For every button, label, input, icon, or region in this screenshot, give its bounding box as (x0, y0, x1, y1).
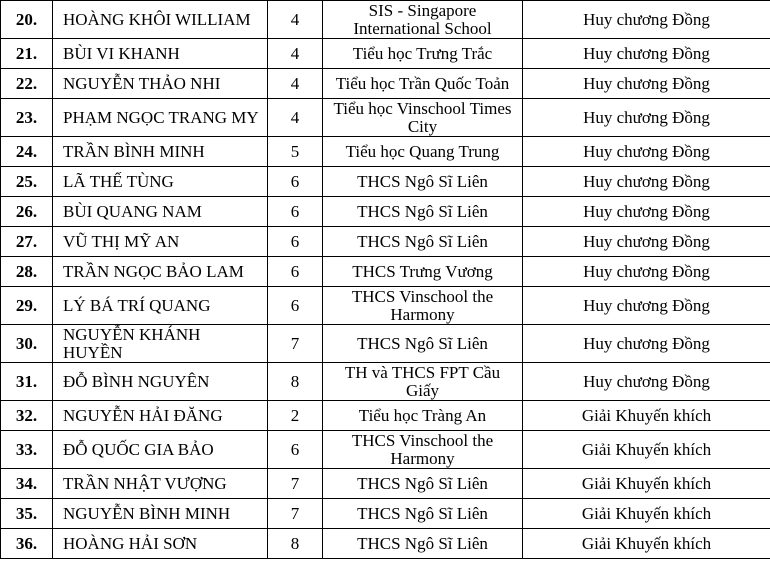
student-name-cell: BÙI VI KHANH (53, 39, 268, 69)
grade-cell: 2 (268, 401, 323, 431)
award-cell: Huy chương Đồng (523, 257, 770, 287)
table-row (1, 1, 770, 39)
grade-cell: 6 (268, 227, 323, 257)
row-number-cell: 26. (1, 197, 53, 227)
row-number-cell: 20. (1, 1, 53, 39)
row-number-cell: 30. (1, 325, 53, 363)
school-cell: Tiểu học Quang Trung (323, 137, 523, 167)
school-cell: THCS Vinschool the Harmony (323, 431, 523, 469)
award-cell: Giải Khuyến khích (523, 431, 770, 469)
award-cell: Huy chương Đồng (523, 363, 770, 401)
student-name-cell: NGUYỄN KHÁNH HUYỀN (53, 325, 268, 363)
table-row (1, 167, 770, 197)
table-row (1, 39, 770, 69)
award-cell: Huy chương Đồng (523, 287, 770, 325)
school-cell: THCS Ngô Sĩ Liên (323, 469, 523, 499)
award-cell: Huy chương Đồng (523, 167, 770, 197)
row-number-cell: 22. (1, 69, 53, 99)
grade-cell: 7 (268, 469, 323, 499)
award-cell: Giải Khuyến khích (523, 499, 770, 529)
table-row (1, 257, 770, 287)
row-number-cell: 25. (1, 167, 53, 197)
award-cell: Huy chương Đồng (523, 197, 770, 227)
table-row (1, 137, 770, 167)
award-cell: Huy chương Đồng (523, 39, 770, 69)
row-number-cell: 24. (1, 137, 53, 167)
school-cell: Tiểu học Vinschool Times City (323, 99, 523, 137)
school-cell: THCS Ngô Sĩ Liên (323, 499, 523, 529)
table-row (1, 325, 770, 363)
row-number-cell: 35. (1, 499, 53, 529)
award-cell: Huy chương Đồng (523, 1, 770, 39)
grade-cell: 5 (268, 137, 323, 167)
student-name-cell: NGUYỄN THẢO NHI (53, 69, 268, 99)
table-row (1, 431, 770, 469)
school-cell: THCS Ngô Sĩ Liên (323, 227, 523, 257)
grade-cell: 7 (268, 499, 323, 529)
row-number-cell: 33. (1, 431, 53, 469)
school-cell: Tiểu học Trưng Trắc (323, 39, 523, 69)
award-cell: Giải Khuyến khích (523, 469, 770, 499)
table-row (1, 499, 770, 529)
school-cell: SIS - Singapore International School (323, 1, 523, 39)
student-name-cell: LÃ THẾ TÙNG (53, 167, 268, 197)
table-row (1, 197, 770, 227)
row-number-cell: 36. (1, 529, 53, 559)
school-cell: THCS Vinschool the Harmony (323, 287, 523, 325)
table-row (1, 69, 770, 99)
school-cell: THCS Trưng Vương (323, 257, 523, 287)
table-row (1, 529, 770, 559)
table-row (1, 99, 770, 137)
grade-cell: 8 (268, 529, 323, 559)
student-name-cell: TRẦN BÌNH MINH (53, 137, 268, 167)
table-row (1, 227, 770, 257)
student-name-cell: TRẦN NGỌC BẢO LAM (53, 257, 268, 287)
row-number-cell: 32. (1, 401, 53, 431)
table-row (1, 363, 770, 401)
student-name-cell: NGUYỄN HẢI ĐĂNG (53, 401, 268, 431)
row-number-cell: 29. (1, 287, 53, 325)
award-cell: Huy chương Đồng (523, 137, 770, 167)
award-cell: Huy chương Đồng (523, 227, 770, 257)
student-name-cell: NGUYỄN BÌNH MINH (53, 499, 268, 529)
table-row (1, 469, 770, 499)
student-name-cell: VŨ THỊ MỸ AN (53, 227, 268, 257)
student-name-cell: BÙI QUANG NAM (53, 197, 268, 227)
grade-cell: 4 (268, 99, 323, 137)
grade-cell: 7 (268, 325, 323, 363)
row-number-cell: 27. (1, 227, 53, 257)
award-cell: Huy chương Đồng (523, 325, 770, 363)
grade-cell: 8 (268, 363, 323, 401)
award-cell: Giải Khuyến khích (523, 401, 770, 431)
grade-cell: 6 (268, 431, 323, 469)
student-name-cell: TRẦN NHẬT VƯỢNG (53, 469, 268, 499)
grade-cell: 6 (268, 287, 323, 325)
grade-cell: 4 (268, 1, 323, 39)
results-table-body (1, 1, 770, 559)
student-name-cell: HOÀNG KHÔI WILLIAM (53, 1, 268, 39)
student-name-cell: LÝ BÁ TRÍ QUANG (53, 287, 268, 325)
row-number-cell: 23. (1, 99, 53, 137)
row-number-cell: 31. (1, 363, 53, 401)
school-cell: THCS Ngô Sĩ Liên (323, 197, 523, 227)
table-row (1, 401, 770, 431)
row-number-cell: 34. (1, 469, 53, 499)
school-cell: THCS Ngô Sĩ Liên (323, 325, 523, 363)
grade-cell: 6 (268, 197, 323, 227)
row-number-cell: 28. (1, 257, 53, 287)
student-name-cell: ĐỖ BÌNH NGUYÊN (53, 363, 268, 401)
student-name-cell: HOÀNG HẢI SƠN (53, 529, 268, 559)
award-cell: Huy chương Đồng (523, 99, 770, 137)
school-cell: Tiểu học Tràng An (323, 401, 523, 431)
grade-cell: 4 (268, 39, 323, 69)
award-cell: Huy chương Đồng (523, 69, 770, 99)
school-cell: THCS Ngô Sĩ Liên (323, 167, 523, 197)
grade-cell: 6 (268, 257, 323, 287)
table-row (1, 287, 770, 325)
school-cell: THCS Ngô Sĩ Liên (323, 529, 523, 559)
student-name-cell: PHẠM NGỌC TRANG MY (53, 99, 268, 137)
row-number-cell: 21. (1, 39, 53, 69)
school-cell: Tiểu học Trần Quốc Toản (323, 69, 523, 99)
student-name-cell: ĐỖ QUỐC GIA BẢO (53, 431, 268, 469)
school-cell: TH và THCS FPT Cầu Giấy (323, 363, 523, 401)
grade-cell: 6 (268, 167, 323, 197)
grade-cell: 4 (268, 69, 323, 99)
award-cell: Giải Khuyến khích (523, 529, 770, 559)
